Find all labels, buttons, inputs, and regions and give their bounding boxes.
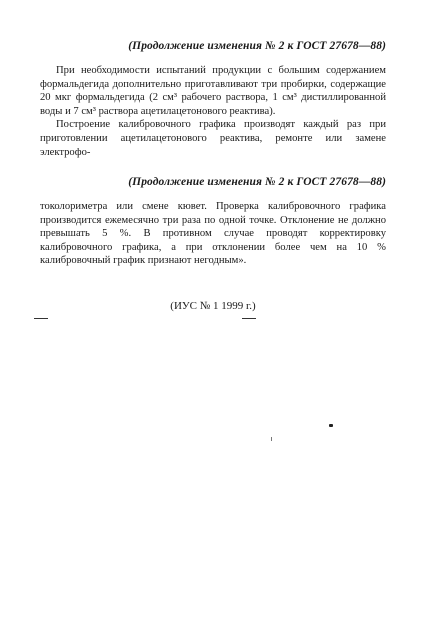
scan-speck-faint (271, 437, 272, 441)
ius-reference: (ИУС № 1 1999 г.) (170, 300, 256, 312)
text-block-lower (40, 200, 386, 268)
continuation-note-middle: (Продолжение изменения № 2 к ГОСТ 27678—88) (128, 176, 386, 188)
separator-dash-left (34, 318, 48, 319)
separator-dash-right (242, 318, 256, 319)
text-block-upper (40, 64, 386, 159)
paragraph-formaldehyde-tubes: При необходимости испытаний продукции с большим содержанием формальдегида дополнительно приготавливают три пробирки, содержащие 20 мкг формальдегида (2 см³ рабочего раствора, 1 см³ дистиллированной воды и 7 см³ раствора ацетилацетонового реактива). (40, 65, 386, 117)
scan-speck (329, 424, 333, 427)
continuation-note-top: (Продолжение изменения № 2 к ГОСТ 27678—88) (128, 40, 386, 52)
paragraph-calibration-construction: Построение калибровочного графика производят каждый раз при приготовлении ацетилацетонового реактива, ремонте или замене электрофо- (40, 119, 386, 158)
paragraph-calibration-check: токолориметра или смене кювет. Проверка калибровочного графика производится ежемесячно три раза по одной точке. Отклонение не должно превышать 5 %. В противном случае проводят корректировку калибровочного графика, а при отклонении более чем на 10 % калибровочный график признают негодным». (40, 201, 386, 267)
